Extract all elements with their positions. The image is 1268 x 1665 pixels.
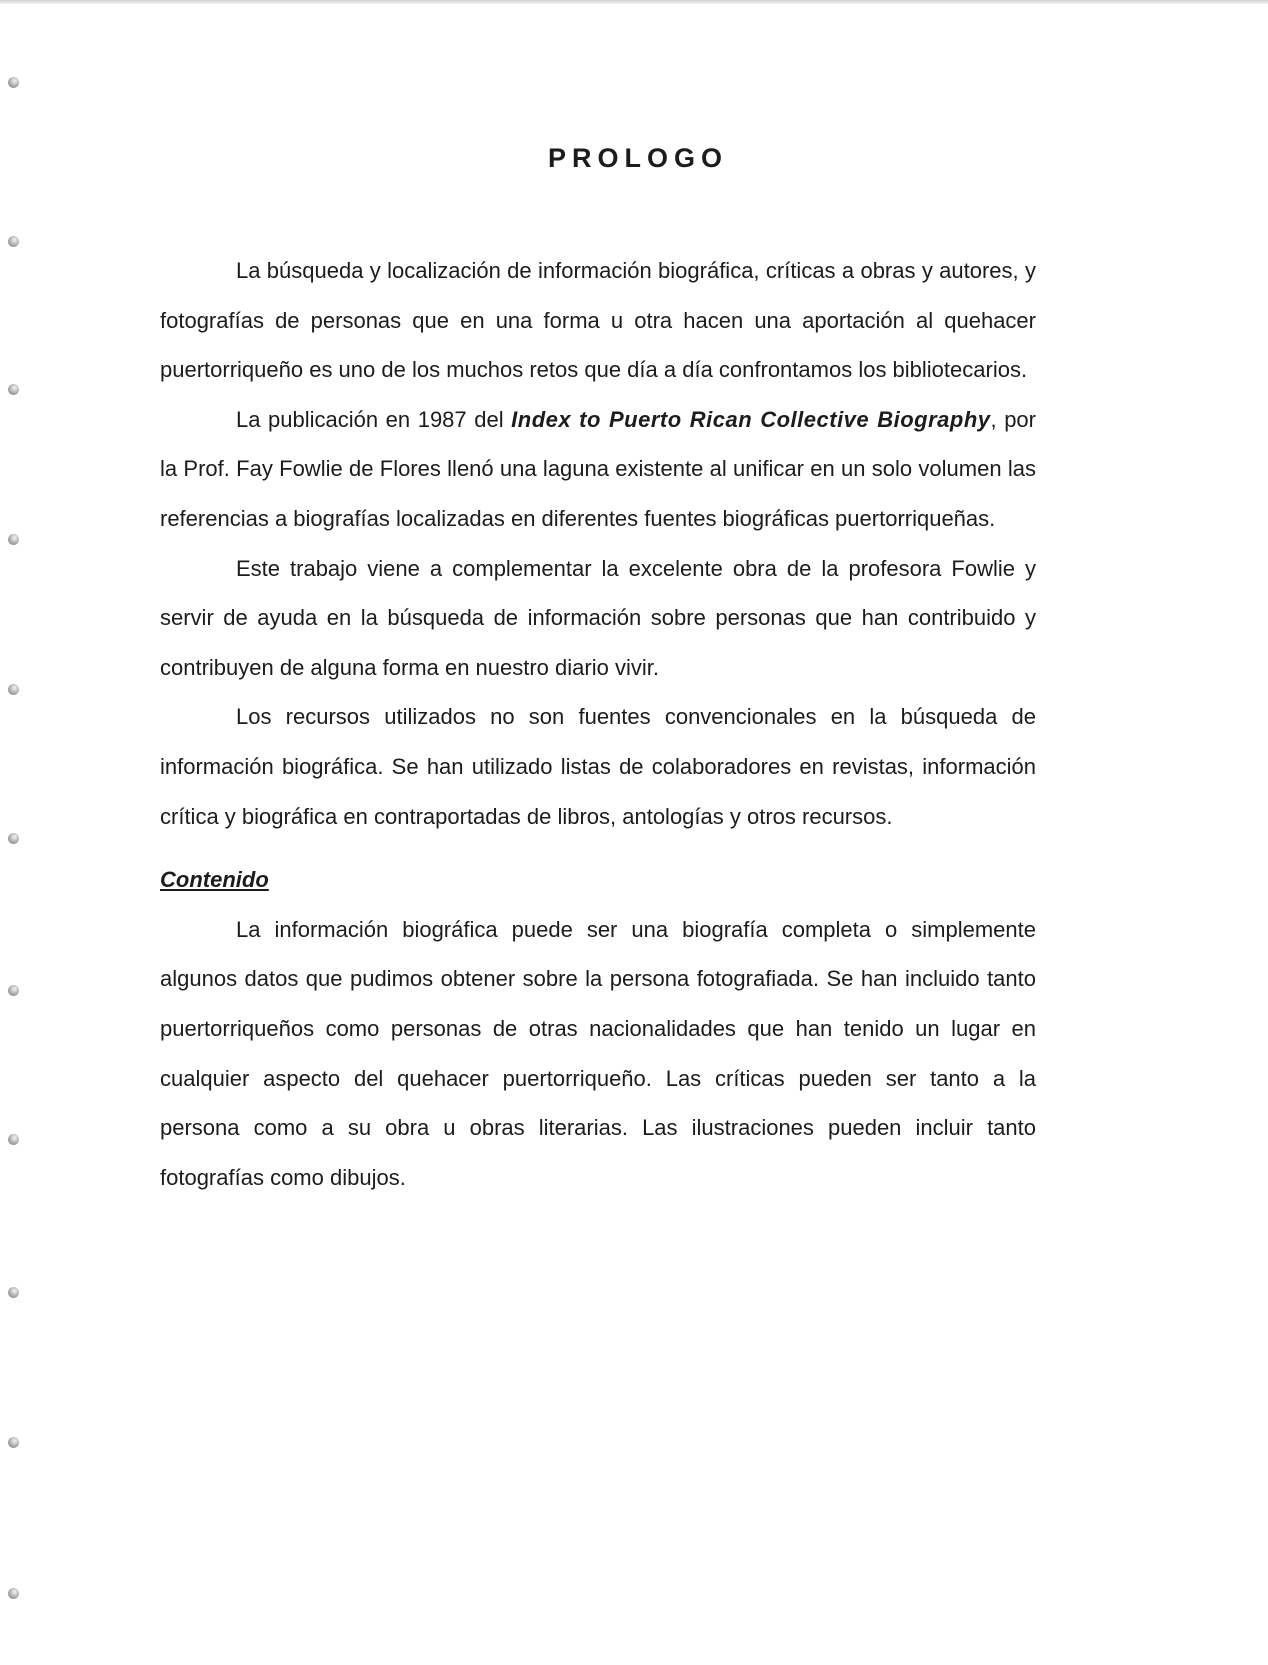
punch-hole-10 (8, 1437, 19, 1448)
book-title: Index to Puerto Rican Collective Biography (511, 406, 991, 432)
section-heading-contenido: Contenido (160, 867, 269, 893)
punch-hole-6 (8, 833, 19, 844)
paragraph-text: , por la Prof. Fay Fowlie de Flores llenó una laguna existente al unificar en un solo volumen las referencias a biografías localizadas en diferentes fuentes biográficas puertorriqueñas. (160, 406, 1036, 531)
paragraph-content-description: La información biográfica puede ser una biografía completa o simplemente algunos datos que pudimos obtener sobre la persona fotografiada. Se han incluido tanto puertorriqueños como personas de otras nacionalidades que han tenido un lugar en cualquier aspecto del quehacer puertorriqueño. Las críticas pueden ser tanto a la persona como a su obra u obras literarias. Las ilustraciones pueden incluir tanto fotografías como dibujos. (160, 916, 1036, 1190)
punch-hole-7 (8, 985, 19, 996)
paragraph-text: La publicación en 1987 del (236, 406, 512, 432)
punch-hole-4 (8, 534, 19, 545)
punch-hole-3 (8, 384, 19, 395)
punch-hole-2 (8, 236, 19, 247)
document-body (160, 246, 1036, 1202)
punch-hole-8 (8, 1134, 19, 1145)
paragraph-fowlie-index (160, 395, 1036, 544)
punch-hole-9 (8, 1287, 19, 1298)
paragraph-complement: Este trabajo viene a complementar la excelente obra de la profesora Fowlie y servir de ayuda en la búsqueda de información sobre personas que han contribuido y contribuyen de alguna forma en nuestro diario vivir. (160, 555, 1036, 680)
punch-hole-1 (8, 77, 19, 88)
paragraph-search-challenges: La búsqueda y localización de información biográfica, críticas a obras y autores, y fotografías de personas que en una forma u otra hacen una aportación al quehacer puertorriqueño es uno de los muchos retos que día a día confrontamos los bibliotecarios. (160, 258, 1036, 383)
page-top-edge (0, 0, 1268, 4)
paragraph-resources: Los recursos utilizados no son fuentes convencionales en la búsqueda de información biográfica. Se han utilizado listas de colaboradores en revistas, información crítica y biográfica en contraportadas de libros, antologías y otros recursos. (160, 704, 1036, 829)
punch-hole-5 (8, 684, 19, 695)
punch-hole-11 (8, 1588, 19, 1599)
page-title: PROLOGO (547, 143, 728, 173)
